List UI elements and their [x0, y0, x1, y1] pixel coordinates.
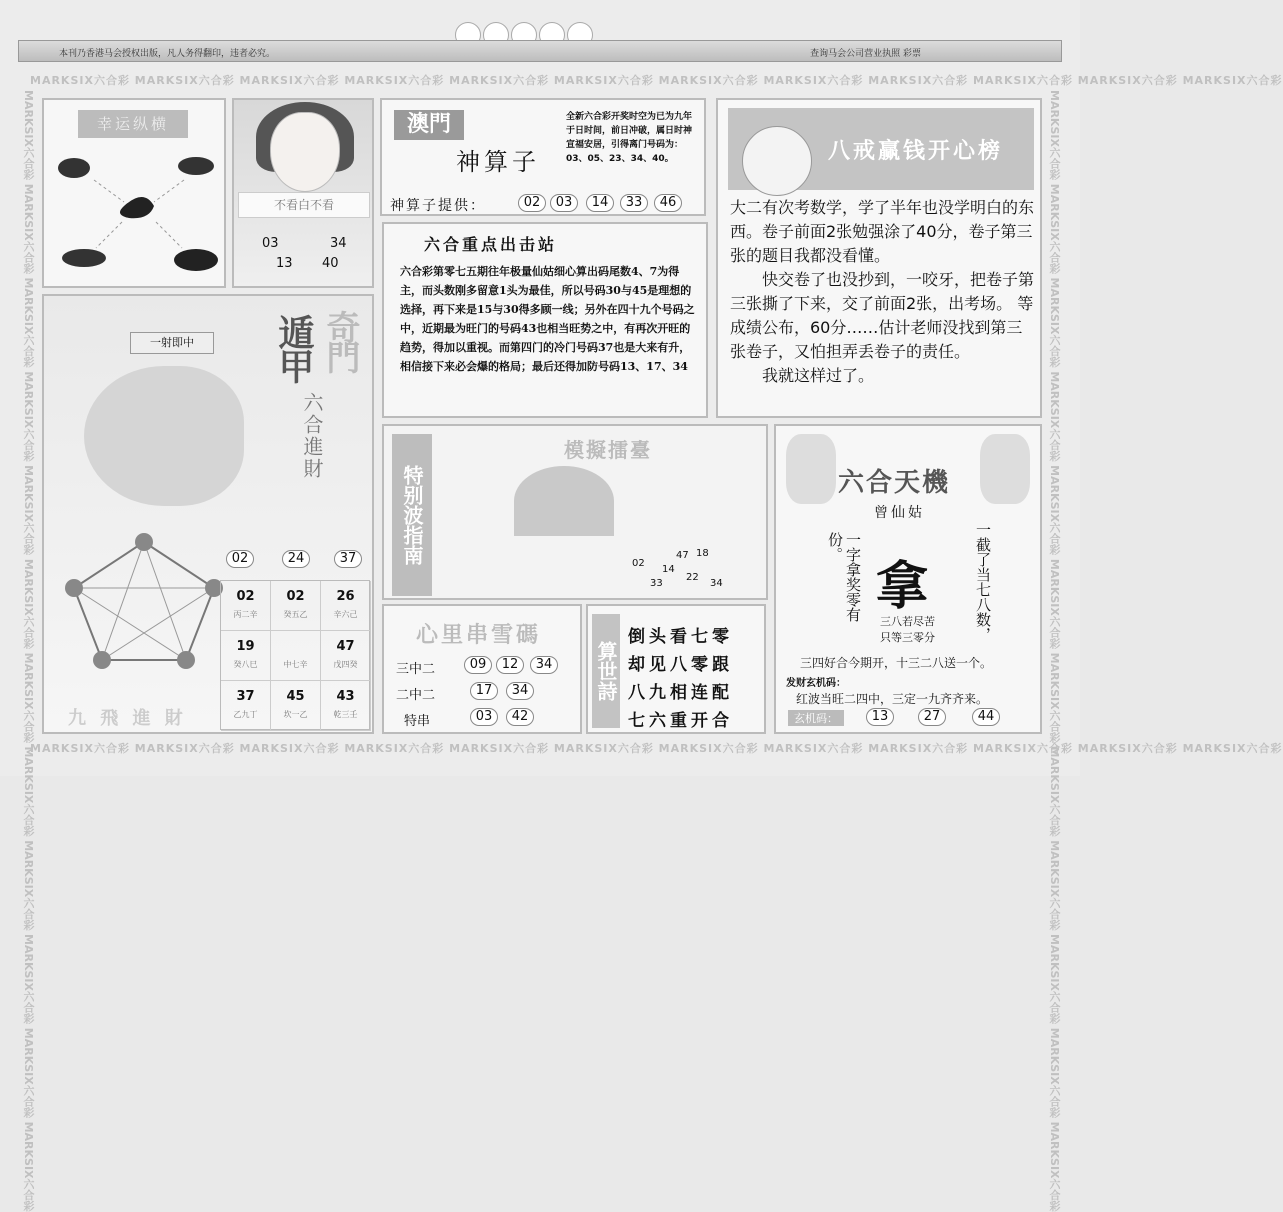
grid-cell	[221, 631, 271, 681]
grid-sub: 中七辛	[283, 660, 308, 669]
bajie-story	[730, 196, 1036, 388]
grid-sub: 癸五乙	[283, 610, 308, 619]
grid-cell	[321, 631, 371, 681]
grid-sub: 乙九丁	[233, 710, 258, 719]
tianji-small-text	[880, 614, 935, 646]
grid-cell	[321, 681, 371, 731]
grid-number: 45	[286, 689, 305, 704]
watermark-top: MARKSIX六合彩 MARKSIX六合彩 MARKSIX六合彩 MARKSIX六合彩 MARKSIX六合彩 MARKSIX六合彩 MARKSIX六合彩 MARKSIX六合彩 MARKSIX六合彩 MARKSIX六合彩 MARKSIX六合彩 MARKSIX六合彩	[30, 74, 1283, 87]
suanshi-panel	[586, 604, 766, 734]
story-paragraph: 我就这样过了。	[762, 366, 875, 385]
poem-line: 八九相连配	[628, 683, 733, 703]
grid-sub: 丙二辛	[233, 610, 258, 619]
zodiac-animals-illustration	[44, 136, 224, 286]
grid-number: 02	[236, 589, 255, 604]
small-line: 只等三零分	[880, 631, 935, 644]
number-ball: 14	[586, 194, 614, 212]
grid-number: 37	[236, 689, 255, 704]
number-ball: 37	[334, 550, 362, 568]
header-strip	[18, 40, 1062, 62]
pig-icon	[742, 126, 812, 196]
shensuanzi-desc: 全新六合彩开奖时空为已为九年于日时间，前日冲破，属日时神宣福安居，引得离门号码为：03、05、23、34、40。	[566, 112, 693, 164]
nine-palace-grid	[220, 580, 370, 730]
cover-text: 不看白不看	[238, 192, 370, 218]
grid-cell	[271, 581, 321, 631]
tebo-number: 18	[696, 548, 709, 559]
number-ball: 03	[550, 194, 578, 212]
number-ball: 02	[518, 194, 546, 212]
lantern-icon	[980, 434, 1030, 504]
row-label: 三中二	[396, 662, 436, 677]
tianji-title: 六合天機	[838, 468, 951, 498]
number-ball: 09	[464, 656, 492, 674]
tianji-line: 三四好合今期开，十三二八送一个。	[800, 656, 993, 670]
header-left-text: 本刊乃香港马会授权出版，凡人务得翻印，违者必究。	[59, 49, 276, 59]
poem-line: 却见八零跟	[628, 655, 733, 675]
liuhe-key-body: 六合彩第零七五期往年极量仙姑细心算出码尾数4、7为得主，而头数刚多留意1头为最佳，所以号码30与45是理想的选择，再下来是15与30得多顾一线；另外在四十九个号码之中，近期最为旺门的号码43也相当旺势之中，有再次开旺的趋势，得加以重视。而第四门的冷门号码37也是大来有升，相信接下来必会爆的格局；最后还得加防号码13、17、34	[400, 265, 695, 373]
shensuanzi-panel	[380, 98, 706, 216]
face-shape	[270, 112, 340, 192]
dome-illustration	[514, 466, 614, 536]
girl-number: 03	[262, 236, 279, 251]
grid-sub: 辛六己	[333, 610, 358, 619]
tianji-panel	[774, 424, 1042, 734]
number-ball: 42	[506, 708, 534, 726]
tebo-number: 34	[710, 578, 723, 589]
tianji-big-character: 拿	[876, 557, 929, 617]
grid-sub: 坎一乙	[283, 710, 308, 719]
number-ball: 46	[654, 194, 682, 212]
number-ball: 33	[620, 194, 648, 212]
grid-number: 02	[286, 589, 305, 604]
number-ball: 44	[972, 708, 1000, 726]
tebo-number: 33	[650, 578, 663, 589]
tianji-right-vertical: 一截了当七八数，	[974, 522, 992, 642]
tebo-vertical-title: 特别波指南	[392, 434, 432, 596]
macau-label: 澳門	[394, 110, 464, 140]
number-ball: 13	[866, 708, 894, 726]
tebo-number: 02	[632, 558, 645, 569]
lantern-icon	[786, 434, 836, 504]
small-line: 三八若尽苦	[880, 615, 935, 628]
tebo-number: 14	[662, 564, 675, 575]
luck-title: 幸运纵横	[78, 110, 188, 138]
dunjia-panel	[42, 294, 374, 734]
number-ball: 27	[918, 708, 946, 726]
xinshui-panel	[382, 604, 582, 734]
row-label: 二中二	[396, 688, 436, 703]
grid-number	[271, 639, 320, 655]
luck-panel	[42, 98, 226, 288]
girl-number: 40	[322, 256, 339, 271]
number-ball: 24	[282, 550, 310, 568]
tianji-line: 红波当旺二四中，三定一九齐齐来。	[796, 692, 989, 706]
grid-sub: 癸八巳	[233, 660, 258, 669]
grid-number: 19	[236, 639, 255, 654]
grid-cell	[271, 681, 321, 731]
xinshui-title: 心里串雪碼	[416, 623, 542, 648]
number-ball: 34	[506, 682, 534, 700]
bajie-banner	[728, 108, 1034, 190]
story-paragraph: 快交卷了也没抄到，一咬牙，把卷子第三张撕了下来，交了前面2张，出考场。 等成绩公布，60分……估计老师没找到第三张卷子，又怕担弄丢卷子的责任。	[730, 270, 1035, 361]
liuhe-key-title: 六合重点出击站	[424, 235, 558, 254]
grid-cell	[271, 631, 321, 681]
grid-number: 47	[336, 639, 355, 654]
dunjia-tag: 一射即中	[130, 332, 214, 354]
tianji-line: 发财玄机码：	[786, 678, 846, 689]
grid-cell	[221, 581, 271, 631]
tebo-number: 22	[686, 572, 699, 583]
suanshi-vertical-title: 算世詩	[592, 614, 620, 728]
liuhe-key-panel	[382, 222, 708, 418]
shensuanzi-title: 神算子	[456, 148, 540, 176]
tebo-panel	[382, 424, 768, 600]
dunjia-top-balls	[222, 548, 372, 572]
dunjia-title: 遁甲	[273, 314, 314, 382]
five-elements-star-diagram	[64, 532, 224, 672]
grid-sub: 戊四癸	[333, 660, 358, 669]
grid-number: 26	[336, 589, 355, 604]
provider-label: 神算子提供：	[390, 198, 486, 214]
number-ball: 34	[530, 656, 558, 674]
tebo-number: 47	[676, 550, 689, 561]
bajie-title: 八戒赢钱开心榜	[828, 139, 1004, 164]
number-ball: 03	[470, 708, 498, 726]
grid-cell	[221, 681, 271, 731]
number-ball: 12	[496, 656, 524, 674]
story-paragraph: 大二有次考数学，学了半年也没学明白的东西。卷子前面2张勉强涂了40分，卷子第三张的题目我都没看懂。	[730, 198, 1035, 265]
row-label: 特串	[404, 714, 431, 729]
bajie-panel	[716, 98, 1042, 418]
watermark-right: MARKSIX六合彩 MARKSIX六合彩 MARKSIX六合彩 MARKSIX六合彩 MARKSIX六合彩 MARKSIX六合彩 MARKSIX六合彩 MARKSIX六合彩 MARKSIX六合彩 MARKSIX六合彩 MARKSIX六合彩 MARKSIX六合彩	[1048, 90, 1061, 1212]
watermark-left: MARKSIX六合彩 MARKSIX六合彩 MARKSIX六合彩 MARKSIX六合彩 MARKSIX六合彩 MARKSIX六合彩 MARKSIX六合彩 MARKSIX六合彩 MARKSIX六合彩 MARKSIX六合彩 MARKSIX六合彩 MARKSIX六合彩	[22, 90, 35, 1212]
poem-line: 倒头看七零	[628, 627, 733, 647]
tianji-subtitle: 曾仙姑	[874, 505, 925, 521]
number-ball: 02	[226, 550, 254, 568]
liuhe-jincai-title: 六合進財	[300, 392, 324, 480]
qimen-title: 奇門	[320, 310, 360, 370]
girl-panel	[232, 98, 374, 288]
girl-number: 13	[276, 256, 293, 271]
tianji-left-vertical: 一字拿奖零有份。	[826, 532, 862, 622]
poem-line: 七六重开合	[628, 711, 733, 731]
fei-jincai-text: 九 飛 進 財	[68, 708, 187, 729]
grid-number: 43	[336, 689, 355, 704]
number-ball: 17	[470, 682, 498, 700]
grid-cell	[321, 581, 371, 631]
girl-number: 34	[330, 236, 347, 251]
horse-rider-illustration	[84, 366, 244, 506]
header-right-text: 查询马会公司营业执照 彩票	[810, 49, 921, 59]
foot-label: 玄机码：	[788, 710, 844, 726]
mo-title: 模擬擂臺	[564, 438, 652, 462]
watermark-bottom: MARKSIX六合彩 MARKSIX六合彩 MARKSIX六合彩 MARKSIX六合彩 MARKSIX六合彩 MARKSIX六合彩 MARKSIX六合彩 MARKSIX六合彩 MARKSIX六合彩 MARKSIX六合彩 MARKSIX六合彩 MARKSIX六合彩	[30, 742, 1283, 755]
grid-sub: 乾三壬	[333, 710, 358, 719]
